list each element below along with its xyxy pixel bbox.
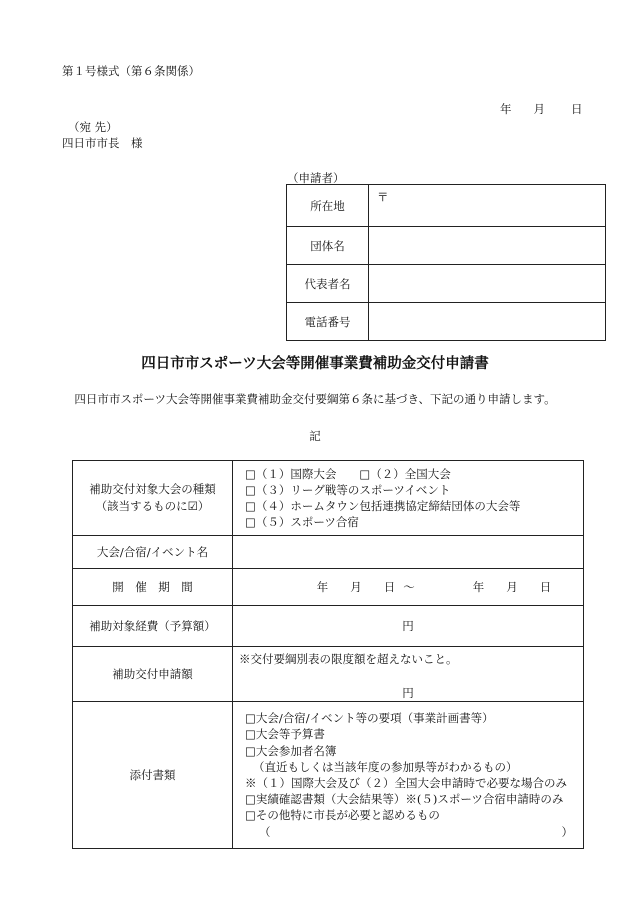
type-label-line2: （該当するものに☑）	[95, 499, 210, 513]
attachments-list	[233, 702, 584, 849]
attachment-item[interactable]: □大会/合宿/イベント等の要項（事業計画書等）	[245, 711, 494, 726]
address-field[interactable]: 〒	[369, 185, 606, 227]
applicant-table	[286, 184, 606, 341]
org-name-field[interactable]	[369, 227, 606, 265]
period-end-day: 日	[539, 580, 552, 594]
period-start-year: 年	[316, 580, 329, 594]
expense-yen: 円	[402, 619, 414, 633]
attachment-item[interactable]: □大会参加者名簿	[245, 743, 337, 758]
period-label: 開 催 期 間	[73, 569, 233, 606]
representative-field[interactable]	[369, 265, 606, 303]
type-label	[73, 461, 233, 536]
org-name-label: 団体名	[287, 227, 369, 265]
type-option[interactable]: □（１）国際大会 □（２）全国大会	[245, 466, 451, 481]
type-options	[233, 461, 584, 536]
type-option[interactable]: □（３）リーグ戦等のスポーツイベント	[245, 482, 451, 497]
date-day-field[interactable]: 日	[571, 102, 583, 116]
applicant-row-phone	[287, 303, 606, 341]
period-tilde: ～	[403, 580, 415, 594]
period-field[interactable]	[233, 569, 584, 606]
period-start-month: 月	[350, 580, 362, 594]
amount-note: ※交付要綱別表の限度額を超えないこと。	[239, 652, 458, 666]
intro-text: 四日市市スポーツ大会等開催事業費補助金交付要綱第６条に基づき、下記の通り申請します。	[74, 392, 556, 406]
applicant-label: （申請者）	[287, 171, 345, 185]
attachment-note: （直近もしくは当該年度の参加県等がわかるもの）	[253, 759, 518, 774]
date-month-field[interactable]: 月	[533, 102, 545, 116]
expense-label: 補助対象経費（予算額）	[73, 606, 233, 647]
period-end-month: 月	[506, 580, 518, 594]
other-attachment-field[interactable]	[245, 824, 583, 840]
amount-label: 補助交付申請額	[73, 647, 233, 702]
row-amount	[73, 647, 584, 702]
attachments-label: 添付書類	[73, 702, 233, 849]
paren-close: ）	[561, 824, 573, 839]
application-table	[72, 460, 584, 849]
expense-field[interactable]	[233, 606, 584, 647]
period-end-year: 年	[472, 580, 485, 594]
ki-mark: 記	[309, 429, 321, 443]
amount-yen: 円	[402, 686, 414, 700]
applicant-row-rep	[287, 265, 606, 303]
representative-label: 代表者名	[287, 265, 369, 303]
event-name-field[interactable]	[233, 536, 584, 569]
type-option[interactable]: □（４）ホームタウン包括連携協定締結団体の大会等	[245, 499, 521, 513]
form-number: 第１号様式（第６条関係）	[62, 64, 200, 78]
attachment-note: ※（１）国際大会及び（２）全国大会申請時で必要な場合のみ	[245, 776, 567, 790]
amount-field[interactable]	[233, 647, 584, 702]
attachment-item[interactable]: □大会等予算書	[245, 727, 325, 742]
addressee-prefix: （宛 先）	[68, 120, 118, 134]
date-line	[500, 101, 583, 117]
event-name-label: 大会/合宿/イベント名	[73, 536, 233, 569]
address-label: 所在地	[287, 185, 369, 227]
paren-open: （	[259, 824, 271, 839]
type-label-line1: 補助交付対象大会の種類	[89, 482, 216, 496]
row-attachments	[73, 702, 584, 849]
attachment-item[interactable]: □その他特に市長が必要と認めるもの	[245, 808, 440, 823]
period-start-day: 日	[383, 580, 396, 594]
attachment-item[interactable]: □実績確認書類（大会結果等）※(５)スポーツ合宿申請時のみ	[245, 792, 564, 807]
phone-label: 電話番号	[287, 303, 369, 341]
document-title: 四日市市スポーツ大会等開催事業費補助金交付申請書	[141, 356, 489, 372]
row-event-name	[73, 536, 584, 569]
date-year-field[interactable]: 年	[500, 102, 512, 116]
applicant-row-address	[287, 185, 606, 227]
type-option[interactable]: □（５）スポーツ合宿	[245, 515, 359, 530]
applicant-row-org	[287, 227, 606, 265]
row-expense	[73, 606, 584, 647]
row-period	[73, 569, 584, 606]
phone-field[interactable]	[369, 303, 606, 341]
row-type	[73, 461, 584, 536]
period-date-range	[233, 579, 583, 595]
addressee: 四日市市長 様	[62, 136, 143, 150]
